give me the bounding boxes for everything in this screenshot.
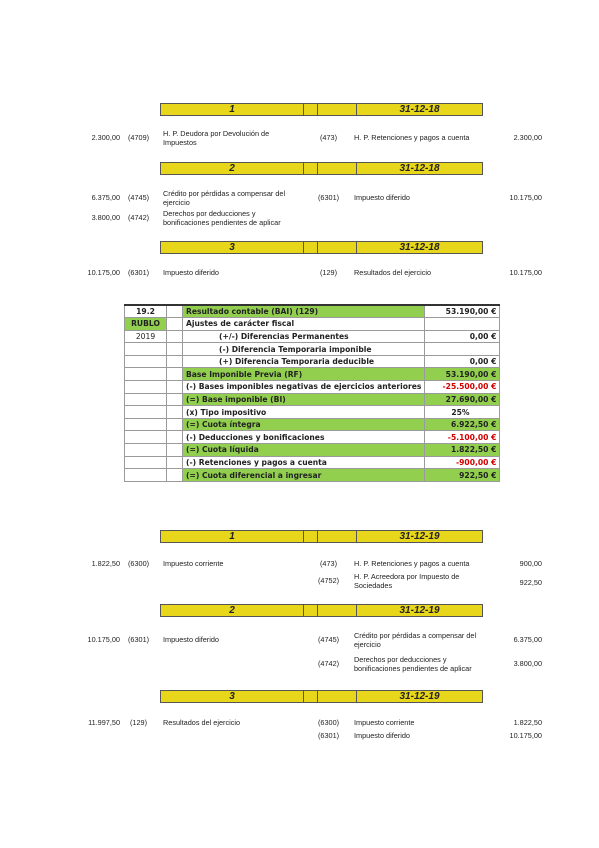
debit-account: Impuesto corriente bbox=[163, 559, 224, 568]
row-value: 25% bbox=[425, 406, 500, 419]
company-name: RUBLO bbox=[125, 318, 167, 331]
debit-amount: 6.375,00 bbox=[91, 193, 120, 202]
credit-account: H. P. Retenciones y pagos a cuenta bbox=[354, 559, 470, 568]
debit-code: (6300) bbox=[128, 559, 150, 568]
credit-amount: 6.375,00 bbox=[513, 635, 542, 644]
row-value bbox=[425, 318, 500, 331]
row-value: 53.190,00 € bbox=[425, 305, 500, 318]
credit-code: (4752) bbox=[318, 576, 340, 585]
credit-code: (4745) bbox=[318, 635, 340, 644]
entry-date: 31-12-18 bbox=[399, 242, 440, 253]
debit-amount: 1.822,50 bbox=[91, 559, 120, 568]
row-label: (=) Base imponible (BI) bbox=[183, 393, 425, 406]
row-label: (-) Deducciones y bonificaciones bbox=[183, 431, 425, 444]
credit-amount: 10.175,00 bbox=[509, 731, 542, 740]
entry-number: 1 bbox=[229, 531, 235, 542]
credit-amount: 2.300,00 bbox=[513, 133, 542, 142]
row-label: (+) Diferencia Temporaria deducible bbox=[183, 355, 425, 368]
journal-header bbox=[160, 604, 483, 617]
tax-year: 2019 bbox=[125, 330, 167, 343]
entry-number: 3 bbox=[229, 242, 235, 253]
entry-number: 3 bbox=[229, 691, 235, 702]
journal-header bbox=[160, 690, 483, 703]
credit-amount: 10.175,00 bbox=[509, 193, 542, 202]
debit-amount: 10.175,00 bbox=[87, 268, 120, 277]
debit-account: Resultados del ejercicio bbox=[163, 718, 241, 727]
debit-account: H. P. Deudora por Devolución de Impuestos bbox=[163, 129, 270, 147]
credit-code: (6301) bbox=[318, 731, 340, 740]
debit-code: (6301) bbox=[128, 635, 150, 644]
journal-header bbox=[160, 530, 483, 543]
row-label: Ajustes de carácter fiscal bbox=[183, 318, 425, 331]
debit-code: (4742) bbox=[128, 213, 150, 222]
credit-account: Impuesto diferido bbox=[354, 731, 410, 740]
credit-account: H. P. Retenciones y pagos a cuenta bbox=[354, 133, 470, 142]
entry-number: 1 bbox=[229, 104, 235, 115]
row-label: (=) Cuota íntegra bbox=[183, 418, 425, 431]
credit-code: (473) bbox=[320, 559, 338, 568]
journal-header bbox=[160, 162, 483, 175]
debit-amount: 2.300,00 bbox=[91, 133, 120, 142]
credit-code: (6300) bbox=[318, 718, 340, 727]
credit-code: (473) bbox=[320, 133, 338, 142]
row-value: 53.190,00 € bbox=[425, 368, 500, 381]
row-label: Resultado contable (BAI) (129) bbox=[183, 305, 425, 318]
credit-amount: 900,00 bbox=[519, 559, 542, 568]
row-value: 0,00 € bbox=[425, 355, 500, 368]
debit-account: Derechos por deducciones y bonificaciones pendientes de aplicar bbox=[163, 209, 281, 227]
credit-account: Derechos por deducciones y bonificaciones pendientes de aplicar bbox=[354, 655, 472, 673]
credit-account: H. P. Acreedora por Impuesto de Sociedades bbox=[354, 572, 460, 590]
debit-account: Impuesto diferido bbox=[163, 268, 219, 277]
debit-amount: 11.997,50 bbox=[88, 718, 120, 727]
credit-account: Impuesto diferido bbox=[354, 193, 410, 202]
journal-header bbox=[160, 103, 483, 116]
row-value: 0,00 € bbox=[425, 330, 500, 343]
credit-amount: 3.800,00 bbox=[513, 659, 542, 668]
row-label: (x) Tipo impositivo bbox=[183, 406, 425, 419]
entry-date: 31-12-19 bbox=[399, 605, 440, 616]
row-label: (=) Cuota diferencial a ingresar bbox=[183, 469, 425, 482]
row-value: -900,00 € bbox=[425, 456, 500, 469]
row-value: -25.500,00 € bbox=[425, 381, 500, 394]
entry-date: 31-12-19 bbox=[399, 531, 440, 542]
credit-account: Impuesto corriente bbox=[354, 718, 415, 727]
credit-amount: 1.822,50 bbox=[513, 718, 542, 727]
credit-amount: 10.175,00 bbox=[509, 268, 542, 277]
debit-code: (129) bbox=[130, 718, 148, 727]
entry-date: 31-12-19 bbox=[399, 691, 440, 702]
debit-account: Crédito por pérdidas a compensar del ejercicio bbox=[163, 189, 286, 207]
tax-computation-table bbox=[124, 304, 500, 482]
row-value: 1.822,50 € bbox=[425, 444, 500, 457]
row-label: Base Imponible Previa (RF) bbox=[183, 368, 425, 381]
journal-header bbox=[160, 241, 483, 254]
row-label: (-) Retenciones y pagos a cuenta bbox=[183, 456, 425, 469]
entry-date: 31-12-18 bbox=[399, 104, 440, 115]
entry-number: 2 bbox=[229, 163, 235, 174]
debit-amount: 10.175,00 bbox=[87, 635, 120, 644]
row-label: (-) Diferencia Temporaria imponible bbox=[183, 343, 425, 356]
entry-date: 31-12-18 bbox=[399, 163, 440, 174]
row-label: (-) Bases imponibles negativas de ejercicios anteriores bbox=[183, 381, 425, 394]
credit-code: (129) bbox=[320, 268, 338, 277]
row-value: -5.100,00 € bbox=[425, 431, 500, 444]
debit-account: Impuesto diferido bbox=[163, 635, 219, 644]
credit-amount: 922,50 bbox=[519, 578, 542, 587]
debit-code: (4709) bbox=[128, 133, 150, 142]
debit-code: (6301) bbox=[128, 268, 150, 277]
credit-account: Crédito por pérdidas a compensar del ejercicio bbox=[354, 631, 477, 649]
debit-code: (4745) bbox=[128, 193, 150, 202]
row-label: (=) Cuota líquida bbox=[183, 444, 425, 457]
debit-amount: 3.800,00 bbox=[91, 213, 120, 222]
credit-code: (4742) bbox=[318, 659, 340, 668]
row-value: 6.922,50 € bbox=[425, 418, 500, 431]
credit-code: (6301) bbox=[318, 193, 340, 202]
row-label: (+/-) Diferencias Permanentes bbox=[183, 330, 425, 343]
entry-number: 2 bbox=[229, 605, 235, 616]
row-value: 922,50 € bbox=[425, 469, 500, 482]
row-value bbox=[425, 343, 500, 356]
credit-account: Resultados del ejercicio bbox=[354, 268, 432, 277]
exercise-id: 19.2 bbox=[125, 305, 167, 318]
row-value: 27.690,00 € bbox=[425, 393, 500, 406]
